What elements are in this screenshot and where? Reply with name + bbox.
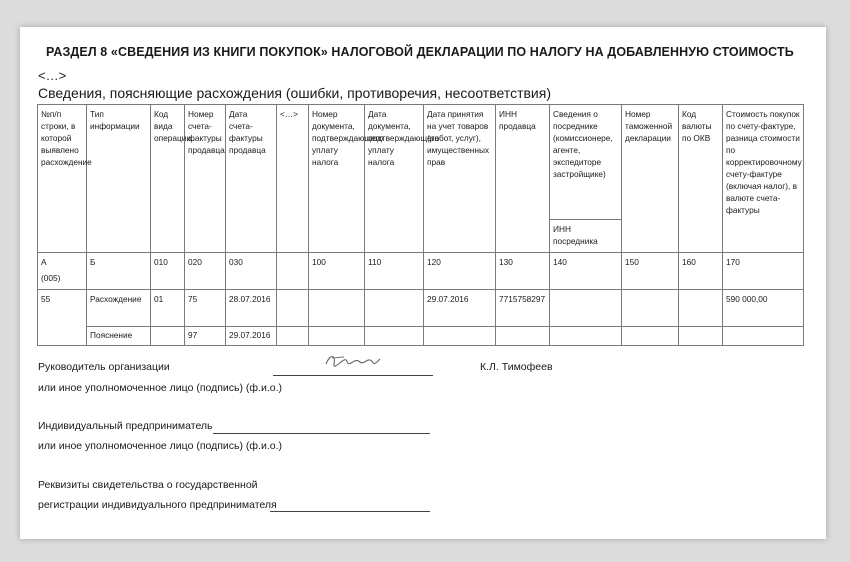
section-title: РАЗДЕЛ 8 «СВЕДЕНИЯ ИЗ КНИГИ ПОКУПОК» НАЛОГОВОЙ ДЕКЛАРАЦИИ ПО НАЛОГУ НА ДОБАВЛЕННУЮ СТОИМОСТЬ [46,45,794,59]
header-payment-doc-date: Дата документа, подтверждающего уплату налога [365,105,424,253]
table-cell [550,290,622,327]
code-cell [277,253,309,290]
head-signature-line [273,375,433,376]
code-cell: 160 [679,253,723,290]
code-cell: 150 [622,253,679,290]
table-cell [679,327,723,346]
header-seller-inn: ИНН продавца [496,105,550,253]
authorized-person-label-2: или иное уполномоченное лицо (подпись) (ф.и.о.) [38,440,283,452]
header-intermediary: Сведения о посреднике (комиссионере, агенте, экспедиторе застройщике) [550,105,622,220]
info-type-cell: Пояснение [87,327,151,346]
head-name: К.Л. Тимофеев [480,361,553,373]
table-cell [365,290,424,327]
table-cell [622,290,679,327]
invoice-number-cell: 97 [185,327,226,346]
header-payment-doc-number: Номер документа, подтверждающего уплату налога [309,105,365,253]
table-cell [277,290,309,327]
authorized-person-label: или иное уполномоченное лицо (подпись) (ф.и.о.) [38,382,283,394]
header-currency-code: Код валюты по ОКВ [679,105,723,253]
header-intermediary-inn: ИНН посредника [550,220,622,253]
table-cell [309,290,365,327]
code-cell: 140 [550,253,622,290]
certificate-label-1: Реквизиты свидетельства о государственной [38,479,258,491]
header-row-number: №п/п строки, в которой выявлено расхождение [38,105,87,253]
header-customs-declaration: Номер таможенной декларации [622,105,679,253]
table-cell [723,327,804,346]
code-cell: 010 [151,253,185,290]
header-info-type: Тип информации [87,105,151,253]
header-omitted-columns: <…> [277,105,309,253]
header-purchase-cost: Стоимость покупок по счету-фактуре, разница стоимости по корректировочному счету-фактуре (включая налог), в валюте счета-фактуры [723,105,804,253]
operation-code-cell: 01 [151,290,185,327]
entrepreneur-signature-line [213,433,430,434]
table-cell [550,327,622,346]
invoice-date-cell: 29.07.2016 [226,327,277,346]
acceptance-date-cell: 29.07.2016 [424,290,496,327]
code-cell: 170 [723,253,804,290]
code-cell: Б [87,253,151,290]
certificate-label-2: регистрации индивидуального предпринимателя [38,499,277,511]
certificate-line [270,511,430,512]
table-cell [151,327,185,346]
table-cell [277,327,309,346]
invoice-number-cell: 75 [185,290,226,327]
code-cell: А (005) [38,253,87,290]
seller-inn-cell: 7715758297 [496,290,550,327]
entrepreneur-label: Индивидуальный предприниматель [38,420,213,432]
code-cell: 120 [424,253,496,290]
code-cell: 100 [309,253,365,290]
code-cell: 110 [365,253,424,290]
table-cell [679,290,723,327]
table-cell [309,327,365,346]
table-cell [365,327,424,346]
omission-mark: <…> [38,68,67,83]
info-type-cell: Расхождение [87,290,151,327]
head-label: Руководитель организации [38,361,170,373]
header-invoice-number: Номер счета-фактуры продавца [185,105,226,253]
code-cell: 020 [185,253,226,290]
header-acceptance-date: Дата принятия на учет товаров (работ, услуг), имущественных прав [424,105,496,253]
discrepancy-table [37,104,804,346]
row-number-cell: 55 [38,290,87,346]
handwritten-signature [322,350,384,374]
header-invoice-date: Дата счета-фактуры продавца [226,105,277,253]
table-cell [622,327,679,346]
invoice-date-cell: 28.07.2016 [226,290,277,327]
section-subtitle: Сведения, поясняющие расхождения (ошибки, противоречия, несоответствия) [38,85,551,101]
code-cell: 030 [226,253,277,290]
code-cell: 130 [496,253,550,290]
table-cell [424,327,496,346]
amount-cell: 590 000,00 [723,290,804,327]
table-cell [496,327,550,346]
header-operation-code: Код вида операции [151,105,185,253]
